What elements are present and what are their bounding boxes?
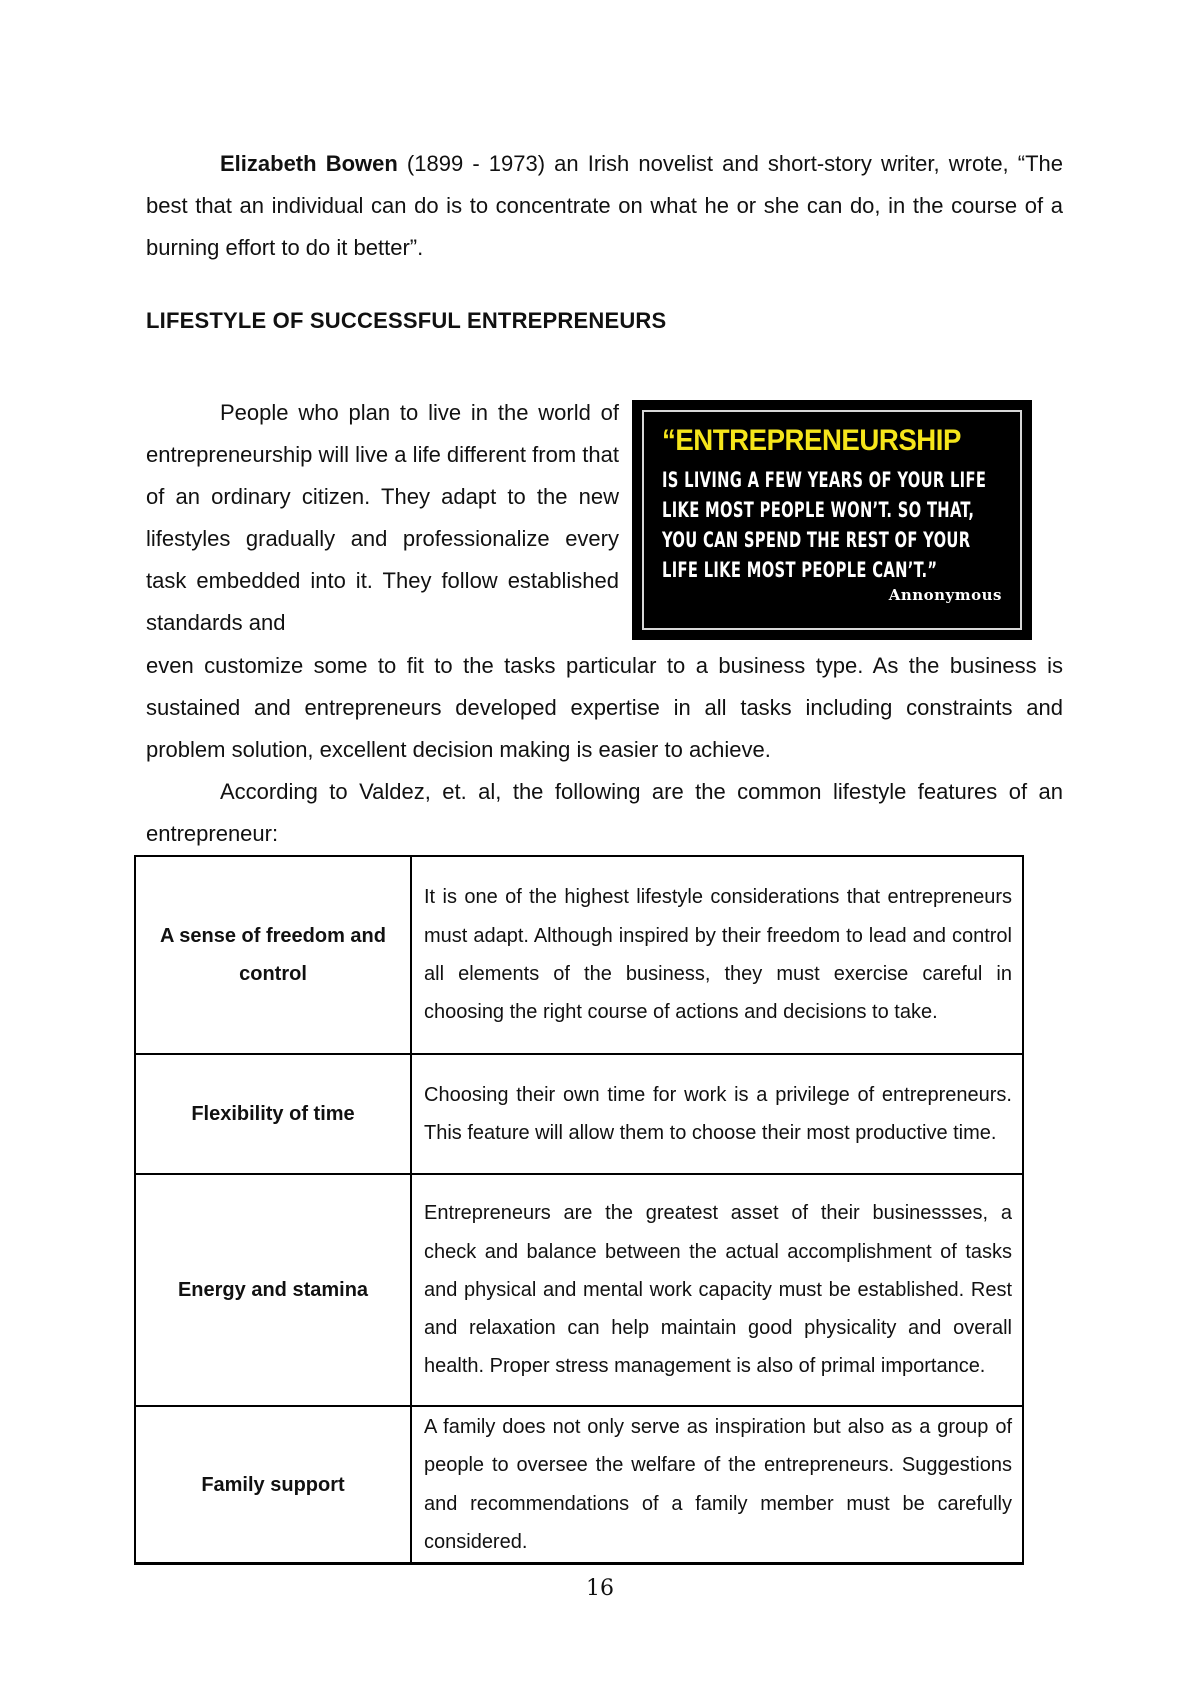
feature-description: It is one of the highest lifestyle considerations that entrepreneurs must adapt. Although inspired by their freedom to lead and control all elements of the business, they must exercise careful in choosing the right course of actions and decisions to take.: [411, 856, 1023, 1054]
feature-label: Family support: [135, 1406, 411, 1564]
quote-line-3: YOU CAN SPEND THE REST OF YOUR: [662, 528, 971, 552]
quote-title: “ENTREPRENEURSHIP: [662, 424, 961, 457]
table-row: [135, 1406, 1023, 1564]
page-number: 16: [586, 1576, 614, 1601]
feature-description: Choosing their own time for work is a privilege of entrepreneurs. This feature will allow them to choose their most productive time.: [411, 1054, 1023, 1174]
table-row: [135, 1174, 1023, 1406]
feature-label: A sense of freedom and control: [135, 856, 411, 1054]
quote-image: [632, 400, 1032, 640]
feature-label: Flexibility of time: [135, 1054, 411, 1174]
continued-paragraph: even customize some to fit to the tasks particular to a business type. As the business is sustained and entrepreneurs developed expertise in all tasks including constraints and problem solution, excellent decision making is easier to achieve.: [146, 653, 1063, 762]
side-paragraph: People who plan to live in the world of entrepreneurship will live a life different from that of an ordinary citizen. They adapt to the new lifestyles gradually and professionalize every task embedded into it. They follow established standards and: [146, 400, 619, 635]
quote-author: Annonymous: [888, 586, 1002, 604]
lifestyle-features-table: [134, 855, 1024, 1565]
feature-label: Energy and stamina: [135, 1174, 411, 1406]
intro-paragraph: [146, 143, 1063, 269]
intro-text: (1899 - 1973) an Irish novelist and short-story writer, wrote, “The best that an individual can do is to concentrate on what he or she can do, in the course of a burning effort to do it better”.: [146, 151, 1064, 260]
table-row: [135, 856, 1023, 1054]
quote-line-1: IS LIVING A FEW YEARS OF YOUR LIFE: [662, 468, 987, 492]
section-heading: LIFESTYLE OF SUCCESSFUL ENTREPRENEURS: [146, 308, 667, 333]
lead-paragraph: According to Valdez, et. al, the following are the common lifestyle features of an entrepreneur:: [146, 779, 1063, 846]
table-row: [135, 1054, 1023, 1174]
quote-line-4: LIFE LIKE MOST PEOPLE CAN’T.”: [662, 558, 938, 582]
quote-line-2: LIKE MOST PEOPLE WON’T. SO THAT,: [662, 498, 975, 522]
feature-description: Entrepreneurs are the greatest asset of their businessses, a check and balance between the actual accomplishment of tasks and physical and mental work capacity must be established. Rest and relaxation can help maintain good physicality and overall health. Proper stress management is also of primal importance.: [411, 1174, 1023, 1406]
author-name: Elizabeth Bowen: [220, 151, 398, 176]
feature-description: A family does not only serve as inspiration but also as a group of people to oversee the welfare of the entrepreneurs. Suggestions and recommendations of a family member must be carefully considered.: [411, 1406, 1023, 1564]
